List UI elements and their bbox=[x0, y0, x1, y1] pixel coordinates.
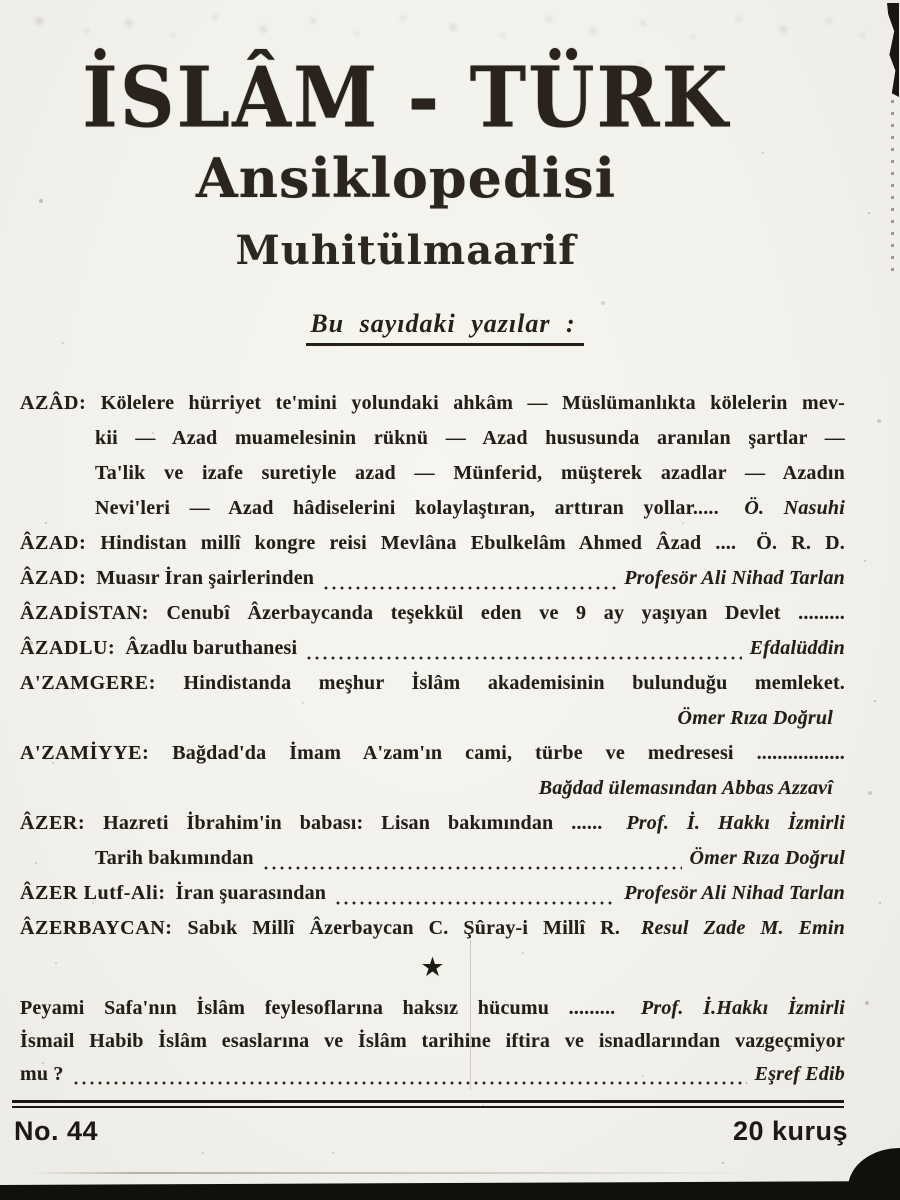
entry-text: Tarih bakımından bbox=[95, 847, 254, 870]
magazine-title: İSLÂM - TÜRK bbox=[82, 48, 730, 147]
toc-line bbox=[20, 631, 845, 666]
entry-label: A'ZAMİYYE: bbox=[20, 742, 150, 765]
entry-author: Prof. İ.Hakkı İzmirli bbox=[640, 997, 845, 1020]
rule-bottom bbox=[12, 1106, 844, 1108]
toc-line bbox=[20, 1058, 845, 1091]
toc-line bbox=[20, 806, 845, 841]
double-rule bbox=[12, 1100, 844, 1108]
entry-author: Eşref Edib bbox=[754, 1063, 845, 1086]
entry-text: Cenubî Âzerbaycanda teşekkül eden ve 9 ay yaşıyan Devlet ......... bbox=[166, 602, 845, 625]
entry-text: Hindistanda meşhur İslâm akademisinin bulunduğu memleket. bbox=[183, 672, 846, 695]
magazine-tagline: Muhitülmaarif bbox=[235, 227, 577, 275]
entry-text: İran şuarasından bbox=[175, 882, 327, 905]
entry-author: Ömer Rıza Doğrul bbox=[689, 847, 845, 870]
entry-author: Profesör Ali Nihad Tarlan bbox=[624, 567, 845, 590]
toc-line bbox=[20, 666, 845, 701]
entry-text: İsmail Habib İslâm esaslarına ve İslâm tarihine iftira ve isnadlarından vazgeçmiyor bbox=[20, 1030, 845, 1053]
toc-line bbox=[20, 876, 845, 911]
entry-label: ÂZADLU: bbox=[20, 637, 116, 660]
dot-leader bbox=[262, 859, 682, 871]
issue-price-row bbox=[14, 1116, 848, 1147]
masthead bbox=[0, 0, 812, 275]
entry-text: Âzadlu baruthanesi bbox=[125, 637, 298, 660]
contents-heading: Bu sayıdaki yazılar : bbox=[306, 309, 583, 346]
page-fold-line bbox=[470, 940, 471, 1090]
footer-articles bbox=[20, 992, 845, 1091]
entry-text: kii — Azad muamelesinin rüknü — Azad hususunda aranılan şartlar — bbox=[95, 427, 845, 450]
toc-line bbox=[20, 421, 845, 456]
toc-line bbox=[20, 701, 845, 736]
scan-edge-dots-artifact bbox=[891, 100, 894, 280]
toc-line bbox=[20, 491, 845, 526]
table-of-contents bbox=[20, 386, 845, 946]
entry-text: mu ? bbox=[20, 1063, 64, 1086]
entry-author: Ömer Rıza Doğrul bbox=[677, 707, 833, 730]
entry-label: AZÂD: bbox=[20, 392, 87, 415]
price: 20 kuruş bbox=[732, 1116, 848, 1147]
toc-line bbox=[20, 561, 845, 596]
entry-label: ÂZERBAYCAN: bbox=[20, 917, 173, 940]
entry-author: Profesör Ali Nihad Tarlan bbox=[624, 882, 845, 905]
entry-text: Ta'lik ve izafe suretiyle azad — Münferid, müşterek azadlar — Azadın bbox=[95, 462, 845, 485]
toc-line bbox=[20, 771, 845, 806]
entry-text: Bağdad'da İmam A'zam'ın cami, türbe ve medresesi ................. bbox=[172, 742, 845, 765]
entry-text: Hindistan millî kongre reisi Mevlâna Ebulkelâm Ahmed Âzad .... bbox=[100, 532, 737, 555]
entry-label: ÂZADİSTAN: bbox=[20, 602, 149, 625]
entry-text: Nevi'leri — Azad hâdiselerini kolaylaştıran, arttıran yollar..... bbox=[95, 497, 719, 520]
entry-author: Resul Zade M. Emin bbox=[641, 917, 846, 940]
entry-author: Efdalüddin bbox=[749, 637, 845, 660]
entry-text: Peyami Safa'nın İslâm feylesoflarına haksız hücumu ......... bbox=[20, 997, 616, 1020]
entry-author: Ö. Nasuhi bbox=[744, 497, 846, 520]
toc-line bbox=[20, 596, 845, 631]
entry-text: Muasır İran şairlerinden bbox=[96, 567, 315, 590]
star-separator-icon: ★ bbox=[420, 952, 445, 983]
dot-leader bbox=[305, 649, 741, 661]
issue-number: No. 44 bbox=[14, 1116, 99, 1147]
scan-speckles bbox=[0, 0, 2, 2]
entry-label: ÂZAD: bbox=[20, 532, 87, 555]
entry-label: ÂZER Lutf-Ali: bbox=[20, 882, 166, 905]
entry-author: Bağdad ülemasından Abbas Azzavî bbox=[538, 777, 833, 800]
scan-faint-line bbox=[30, 1172, 760, 1174]
entry-text: Hazreti İbrahim'in babası: Lisan bakımından ...... bbox=[103, 812, 603, 835]
entry-author: Prof. İ. Hakkı İzmirli bbox=[626, 812, 845, 835]
entry-label: A'ZAMGERE: bbox=[20, 672, 156, 695]
toc-line bbox=[20, 911, 845, 946]
toc-line bbox=[20, 386, 845, 421]
dot-leader bbox=[72, 1074, 747, 1086]
scan-edge-ink-artifact bbox=[887, 3, 899, 97]
entry-label: ÂZER: bbox=[20, 812, 86, 835]
toc-line bbox=[20, 456, 845, 491]
scan-bottom-bar bbox=[0, 1181, 900, 1200]
entry-text: Kölelere hürriyet te'mini yolundaki ahkâm — Müslümanlıkta kölelerin mev- bbox=[100, 392, 846, 415]
entry-text: Sabık Millî Âzerbaycan C. Şûray-i Millî R. bbox=[187, 917, 621, 940]
entry-author: Ö. R. D. bbox=[756, 532, 845, 555]
toc-line bbox=[20, 841, 845, 876]
rule-top bbox=[12, 1100, 844, 1103]
toc-line bbox=[20, 736, 845, 771]
dot-leader bbox=[322, 579, 616, 591]
entry-label: ÂZAD: bbox=[20, 567, 87, 590]
toc-line bbox=[20, 1025, 845, 1058]
toc-line bbox=[20, 526, 845, 561]
contents-heading-wrap bbox=[0, 309, 890, 346]
dot-leader bbox=[334, 894, 616, 906]
toc-line bbox=[20, 992, 845, 1025]
magazine-subtitle: Ansiklopedisi bbox=[195, 146, 617, 211]
